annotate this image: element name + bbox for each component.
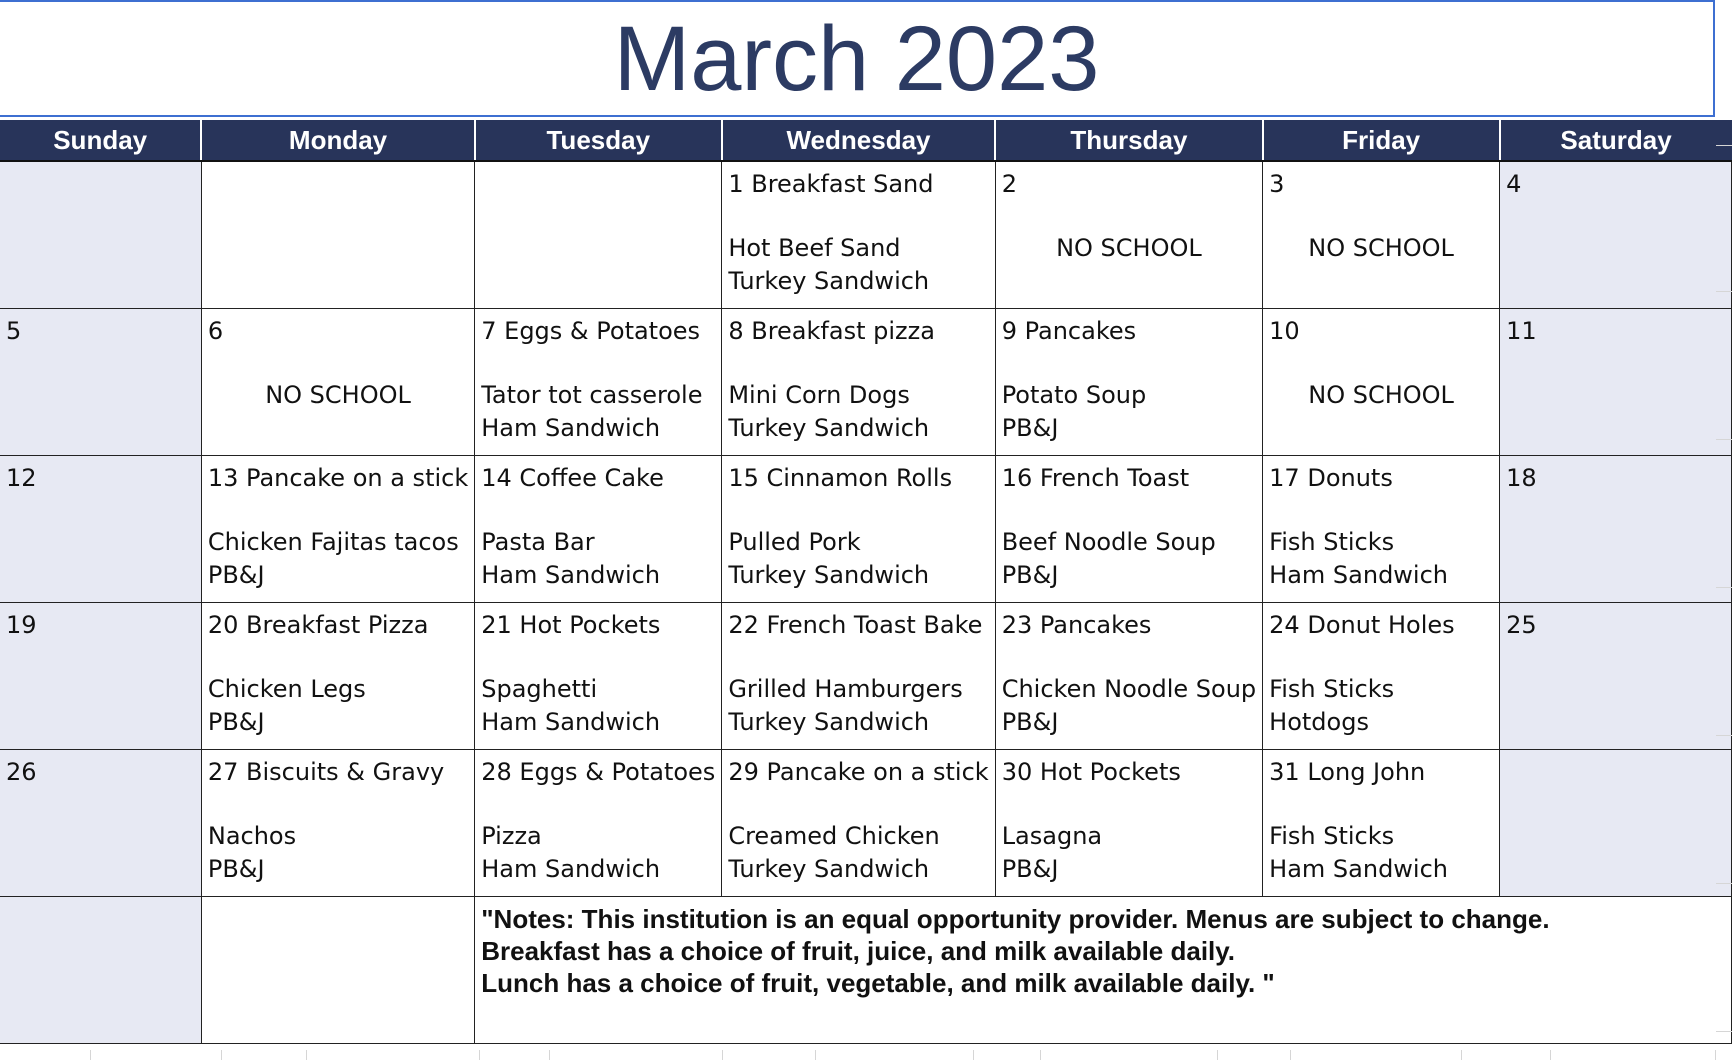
no-school-label: NO SCHOOL: [1308, 380, 1454, 409]
day-number-and-breakfast: [1269, 168, 1493, 201]
day-number-and-breakfast: [208, 609, 468, 642]
title-cell[interactable]: [0, 0, 1715, 117]
lunch-alt-item: PB&J: [207, 707, 265, 736]
day-number: 10: [1269, 316, 1300, 345]
breakfast-item: Donuts: [1307, 463, 1393, 492]
day-number: 14: [481, 463, 512, 492]
day-cell-content: [1500, 456, 1731, 592]
breakfast-item: Pancakes: [1024, 316, 1137, 345]
header-tuesday[interactable]: Tuesday: [475, 120, 722, 161]
lunch-alt-item: PB&J: [1001, 413, 1059, 442]
lunch-item: Chicken Fajitas tacos: [207, 527, 459, 556]
day-number: 1: [728, 170, 744, 198]
day-number-and-breakfast: [1002, 315, 1256, 348]
day-number-and-breakfast: [1269, 462, 1493, 495]
day-cell-tuesday[interactable]: [475, 749, 722, 896]
lunch-item: Spaghetti: [481, 674, 598, 703]
day-cell-thursday[interactable]: [995, 161, 1262, 308]
lunch-item: [208, 232, 468, 265]
day-cell-friday[interactable]: [1263, 749, 1500, 896]
breakfast-item: Donut Holes: [1307, 610, 1455, 639]
day-cell-content: [722, 456, 994, 592]
lunch-item: [6, 232, 195, 265]
day-cell-tuesday[interactable]: [475, 455, 722, 602]
lunch-item: Hot Beef Sand: [728, 234, 901, 262]
day-cell-content: [475, 309, 721, 445]
day-number: 5: [6, 316, 22, 345]
lunch-alt-item: Ham Sandwich: [481, 854, 661, 883]
calendar-table: [0, 120, 1732, 1044]
day-number: 26: [6, 757, 37, 786]
day-number-and-breakfast: [208, 168, 468, 201]
lunch-item: [6, 379, 195, 412]
lunch-alt-item: Turkey Sandwich: [728, 854, 930, 883]
day-number-and-breakfast: [728, 609, 988, 642]
day-number-and-breakfast: [1002, 168, 1256, 201]
day-cell-sunday[interactable]: [0, 602, 201, 749]
lunch-alt-item: [1506, 559, 1725, 592]
lunch-alt-item: [208, 265, 468, 298]
week-row: [0, 749, 1732, 896]
day-number: 19: [6, 610, 37, 639]
day-cell-wednesday[interactable]: [722, 602, 995, 749]
day-number-and-breakfast: [6, 462, 195, 495]
lunch-item: Fish Sticks: [1269, 821, 1395, 850]
notes-row: [0, 896, 1732, 1043]
breakfast-item: Long John: [1307, 757, 1426, 786]
breakfast-item: Breakfast Pizza: [246, 610, 429, 639]
notes-line: Breakfast has a choice of fruit, juice, and milk available daily.: [481, 935, 1236, 966]
day-number: 27: [207, 757, 239, 786]
day-number-and-breakfast: [6, 756, 195, 789]
header-sunday[interactable]: Sunday: [0, 120, 201, 161]
lunch-item: [481, 232, 715, 265]
lunch-item: Fish Sticks: [1269, 527, 1395, 556]
page-title: March 2023: [613, 7, 1100, 110]
notes-cell[interactable]: [475, 896, 1732, 1043]
day-number: 11: [1506, 316, 1537, 345]
notes-line: Lunch has a choice of fruit, vegetable, and milk available daily. ": [481, 967, 1275, 998]
week-row: [0, 602, 1732, 749]
notes-line: "Notes: This institution is an equal opportunity provider. Menus are subject to change.: [481, 903, 1550, 934]
day-number: 21: [481, 610, 512, 639]
breakfast-item: Coffee Cake: [519, 463, 664, 492]
day-number: 7: [481, 316, 497, 345]
day-cell-content: [1263, 603, 1499, 739]
day-cell-content: [202, 750, 474, 886]
day-cell-saturday[interactable]: [1500, 455, 1732, 602]
lunch-alt-item: [1506, 853, 1725, 886]
lunch-alt-item: [1269, 412, 1493, 445]
day-cell-content: [1263, 456, 1499, 592]
day-number: 29: [728, 757, 759, 786]
lunch-item: Chicken Noodle Soup: [1001, 674, 1257, 703]
breakfast-item: Pancake on a stick: [766, 757, 989, 786]
lunch-item: Chicken Legs: [207, 674, 366, 703]
day-number: 16: [1001, 463, 1033, 492]
day-cell-sunday[interactable]: [0, 455, 201, 602]
day-number-and-breakfast: [208, 462, 468, 495]
week-row: [0, 308, 1732, 455]
lunch-item: Lasagna: [1001, 821, 1103, 850]
day-number-and-breakfast: [1506, 462, 1725, 495]
day-cell-content: [722, 750, 994, 886]
day-cell-thursday[interactable]: [995, 749, 1262, 896]
day-cell-saturday[interactable]: [1500, 602, 1732, 749]
day-cell-monday[interactable]: [201, 602, 474, 749]
day-cell-content: [996, 603, 1262, 739]
lunch-alt-item: Ham Sandwich: [1269, 560, 1449, 589]
breakfast-item: Biscuits & Gravy: [246, 757, 445, 786]
lunch-alt-item: PB&J: [207, 854, 265, 883]
lunch-item: [1506, 526, 1725, 559]
day-number-and-breakfast: [208, 756, 468, 789]
lunch-alt-item: Turkey Sandwich: [728, 267, 930, 295]
day-number-and-breakfast: [1269, 315, 1493, 348]
day-number-and-breakfast: [1269, 756, 1493, 789]
day-number: 25: [1506, 610, 1537, 639]
lunch-alt-item: [208, 412, 468, 445]
day-number-and-breakfast: [728, 756, 988, 789]
day-cell-content: [722, 309, 994, 445]
lunch-item: [1506, 820, 1725, 853]
day-cell-monday[interactable]: [201, 308, 474, 455]
header-thursday[interactable]: Thursday: [995, 120, 1262, 161]
day-cell-content: [1263, 750, 1499, 886]
day-cell-content: [0, 750, 201, 886]
notes-empty-cell[interactable]: [0, 896, 201, 1043]
lunch-alt-item: [1269, 265, 1493, 298]
day-cell-content: [996, 162, 1262, 298]
day-number: 18: [1506, 463, 1537, 492]
day-cell-content: [475, 603, 721, 739]
lunch-alt-item: Ham Sandwich: [481, 707, 661, 736]
lunch-alt-item: [6, 412, 195, 445]
day-number-and-breakfast: [481, 315, 715, 348]
day-number-and-breakfast: [1002, 756, 1256, 789]
header-wednesday[interactable]: Wednesday: [722, 120, 995, 161]
day-number: 20: [207, 610, 239, 639]
lunch-alt-item: [6, 706, 195, 739]
day-cell-thursday[interactable]: [995, 455, 1262, 602]
day-cell-content: [0, 603, 201, 739]
breakfast-item: Hot Pockets: [1039, 757, 1181, 786]
day-number-and-breakfast: [728, 168, 988, 201]
lunch-alt-item: [6, 559, 195, 592]
day-number-and-breakfast: [1506, 756, 1725, 789]
day-number-and-breakfast: [208, 315, 468, 348]
day-cell-saturday[interactable]: [1500, 161, 1732, 308]
day-number-and-breakfast: [481, 756, 715, 789]
lunch-alt-item: PB&J: [1001, 560, 1059, 589]
day-number: 8: [728, 316, 744, 345]
day-cell-content: [1500, 603, 1731, 739]
day-cell-content: [1500, 750, 1731, 886]
day-number-and-breakfast: [1002, 609, 1256, 642]
breakfast-item: Pancakes: [1039, 610, 1152, 639]
day-number-and-breakfast: [1269, 609, 1493, 642]
lunch-item: [1506, 673, 1725, 706]
notes-empty-cell[interactable]: [201, 896, 474, 1043]
day-cell-friday[interactable]: [1263, 308, 1500, 455]
lunch-item: Pasta Bar: [481, 527, 595, 556]
breakfast-item: Eggs & Potatoes: [519, 757, 716, 786]
day-cell-content: [722, 162, 994, 298]
breakfast-item: French Toast Bake: [766, 610, 983, 639]
no-school-label: NO SCHOOL: [1056, 234, 1202, 262]
lunch-alt-item: Turkey Sandwich: [728, 560, 930, 589]
day-number-and-breakfast: [6, 315, 195, 348]
lunch-item: Creamed Chicken: [728, 821, 940, 850]
sheet-gridlines-bottom: [0, 1050, 1732, 1060]
calendar-body: [0, 161, 1732, 1043]
lunch-item: Fish Sticks: [1269, 674, 1395, 703]
no-school-label: NO SCHOOL: [265, 380, 411, 409]
breakfast-item: Pancake on a stick: [246, 463, 469, 492]
day-cell-content: [202, 309, 474, 445]
lunch-item: Mini Corn Dogs: [728, 380, 910, 409]
no-school-label: NO SCHOOL: [1308, 234, 1454, 262]
day-cell-content: [1263, 309, 1499, 445]
day-number: 9: [1001, 316, 1017, 345]
breakfast-item: Cinnamon Rolls: [766, 463, 953, 492]
breakfast-item: Eggs & Potatoes: [504, 316, 701, 345]
lunch-alt-item: Hotdogs: [1269, 707, 1369, 736]
day-number-and-breakfast: [1506, 168, 1725, 201]
day-number: 30: [1001, 757, 1033, 786]
lunch-alt-item: PB&J: [1001, 854, 1059, 883]
day-number-and-breakfast: [1506, 609, 1725, 642]
day-number-and-breakfast: [728, 315, 988, 348]
day-number: 3: [1269, 170, 1285, 198]
header-saturday[interactable]: Saturday: [1500, 120, 1732, 161]
lunch-alt-item: [1506, 265, 1725, 298]
day-cell-monday[interactable]: [201, 455, 474, 602]
day-cell-friday[interactable]: [1263, 455, 1500, 602]
day-cell-wednesday[interactable]: [722, 308, 995, 455]
day-cell-wednesday[interactable]: [722, 455, 995, 602]
day-number-and-breakfast: [1002, 462, 1256, 495]
day-cell-content: [202, 603, 474, 739]
breakfast-item: Breakfast Sand: [751, 170, 934, 198]
day-number-and-breakfast: [6, 168, 195, 201]
day-number: 31: [1269, 757, 1300, 786]
lunch-item: [1506, 232, 1725, 265]
lunch-item: Potato Soup: [1001, 380, 1147, 409]
day-cell-sunday[interactable]: [0, 161, 201, 308]
lunch-alt-item: Ham Sandwich: [481, 560, 661, 589]
day-cell-content: [1500, 162, 1731, 298]
lunch-alt-item: PB&J: [207, 560, 265, 589]
day-cell-content: [1263, 162, 1499, 298]
header-monday[interactable]: Monday: [201, 120, 474, 161]
day-cell-content: [202, 456, 474, 592]
lunch-alt-item: [1506, 412, 1725, 445]
day-number-and-breakfast: [1506, 315, 1725, 348]
lunch-item: [1506, 379, 1725, 412]
breakfast-item: Breakfast pizza: [751, 316, 935, 345]
breakfast-item: French Toast: [1039, 463, 1190, 492]
day-cell-friday[interactable]: [1263, 602, 1500, 749]
lunch-alt-item: Turkey Sandwich: [728, 707, 930, 736]
day-number: 22: [728, 610, 759, 639]
lunch-item: Tator tot casserole: [481, 380, 703, 409]
lunch-alt-item: Ham Sandwich: [1269, 854, 1449, 883]
day-number: 15: [728, 463, 759, 492]
day-cell-tuesday[interactable]: [475, 161, 722, 308]
day-number-and-breakfast: [728, 462, 988, 495]
day-cell-tuesday[interactable]: [475, 308, 722, 455]
day-cell-thursday[interactable]: [995, 602, 1262, 749]
lunch-item: Nachos: [207, 821, 297, 850]
lunch-item: Beef Noodle Soup: [1001, 527, 1216, 556]
day-cell-friday[interactable]: [1263, 161, 1500, 308]
day-cell-tuesday[interactable]: [475, 602, 722, 749]
day-cell-content: [1500, 309, 1731, 445]
day-cell-content: [996, 456, 1262, 592]
breakfast-item: Hot Pockets: [519, 610, 661, 639]
day-cell-wednesday[interactable]: [722, 161, 995, 308]
day-number-and-breakfast: [481, 609, 715, 642]
day-number: 12: [6, 463, 37, 492]
lunch-item: [6, 673, 195, 706]
day-cell-thursday[interactable]: [995, 308, 1262, 455]
lunch-item: Pulled Pork: [728, 527, 861, 556]
lunch-item: Grilled Hamburgers: [728, 674, 963, 703]
lunch-alt-item: [6, 853, 195, 886]
day-cell-content: [0, 456, 201, 592]
day-number: 24: [1269, 610, 1300, 639]
lunch-alt-item: [481, 265, 715, 298]
day-number-and-breakfast: [481, 462, 715, 495]
day-cell-content: [996, 309, 1262, 445]
day-cell-content: [722, 603, 994, 739]
day-cell-wednesday[interactable]: [722, 749, 995, 896]
day-cell-sunday[interactable]: [0, 749, 201, 896]
day-cell-content: [0, 309, 201, 445]
lunch-alt-item: [6, 265, 195, 298]
lunch-item: [6, 526, 195, 559]
day-number: 17: [1269, 463, 1300, 492]
day-cell-monday[interactable]: [201, 749, 474, 896]
day-number-and-breakfast: [6, 609, 195, 642]
week-row: [0, 161, 1732, 308]
day-number-and-breakfast: [481, 168, 715, 201]
day-cell-content: [475, 162, 721, 298]
lunch-alt-item: [1506, 706, 1725, 739]
day-number: 28: [481, 757, 512, 786]
day-number: 2: [1001, 170, 1017, 198]
lunch-alt-item: PB&J: [1001, 707, 1059, 736]
day-cell-content: [475, 750, 721, 886]
lunch-alt-item: Turkey Sandwich: [728, 413, 930, 442]
sheet-gridlines-right: [1716, 117, 1732, 1050]
header-friday[interactable]: Friday: [1263, 120, 1500, 161]
day-cell-saturday[interactable]: [1500, 749, 1732, 896]
lunch-item: [6, 820, 195, 853]
day-cell-content: [0, 162, 201, 298]
day-number: 13: [207, 463, 239, 492]
day-cell-saturday[interactable]: [1500, 308, 1732, 455]
day-number: 4: [1506, 170, 1522, 198]
day-number: 23: [1001, 610, 1033, 639]
notes-text: [475, 897, 1731, 999]
week-row: [0, 455, 1732, 602]
lunch-item: Pizza: [481, 821, 542, 850]
weekday-header-row: [0, 120, 1732, 161]
day-cell-content: [202, 162, 474, 298]
lunch-alt-item: Ham Sandwich: [481, 413, 661, 442]
day-cell-content: [996, 750, 1262, 886]
day-cell-content: [475, 456, 721, 592]
day-cell-monday[interactable]: [201, 161, 474, 308]
day-cell-sunday[interactable]: [0, 308, 201, 455]
lunch-alt-item: [1002, 265, 1256, 298]
day-number: 6: [207, 316, 224, 345]
